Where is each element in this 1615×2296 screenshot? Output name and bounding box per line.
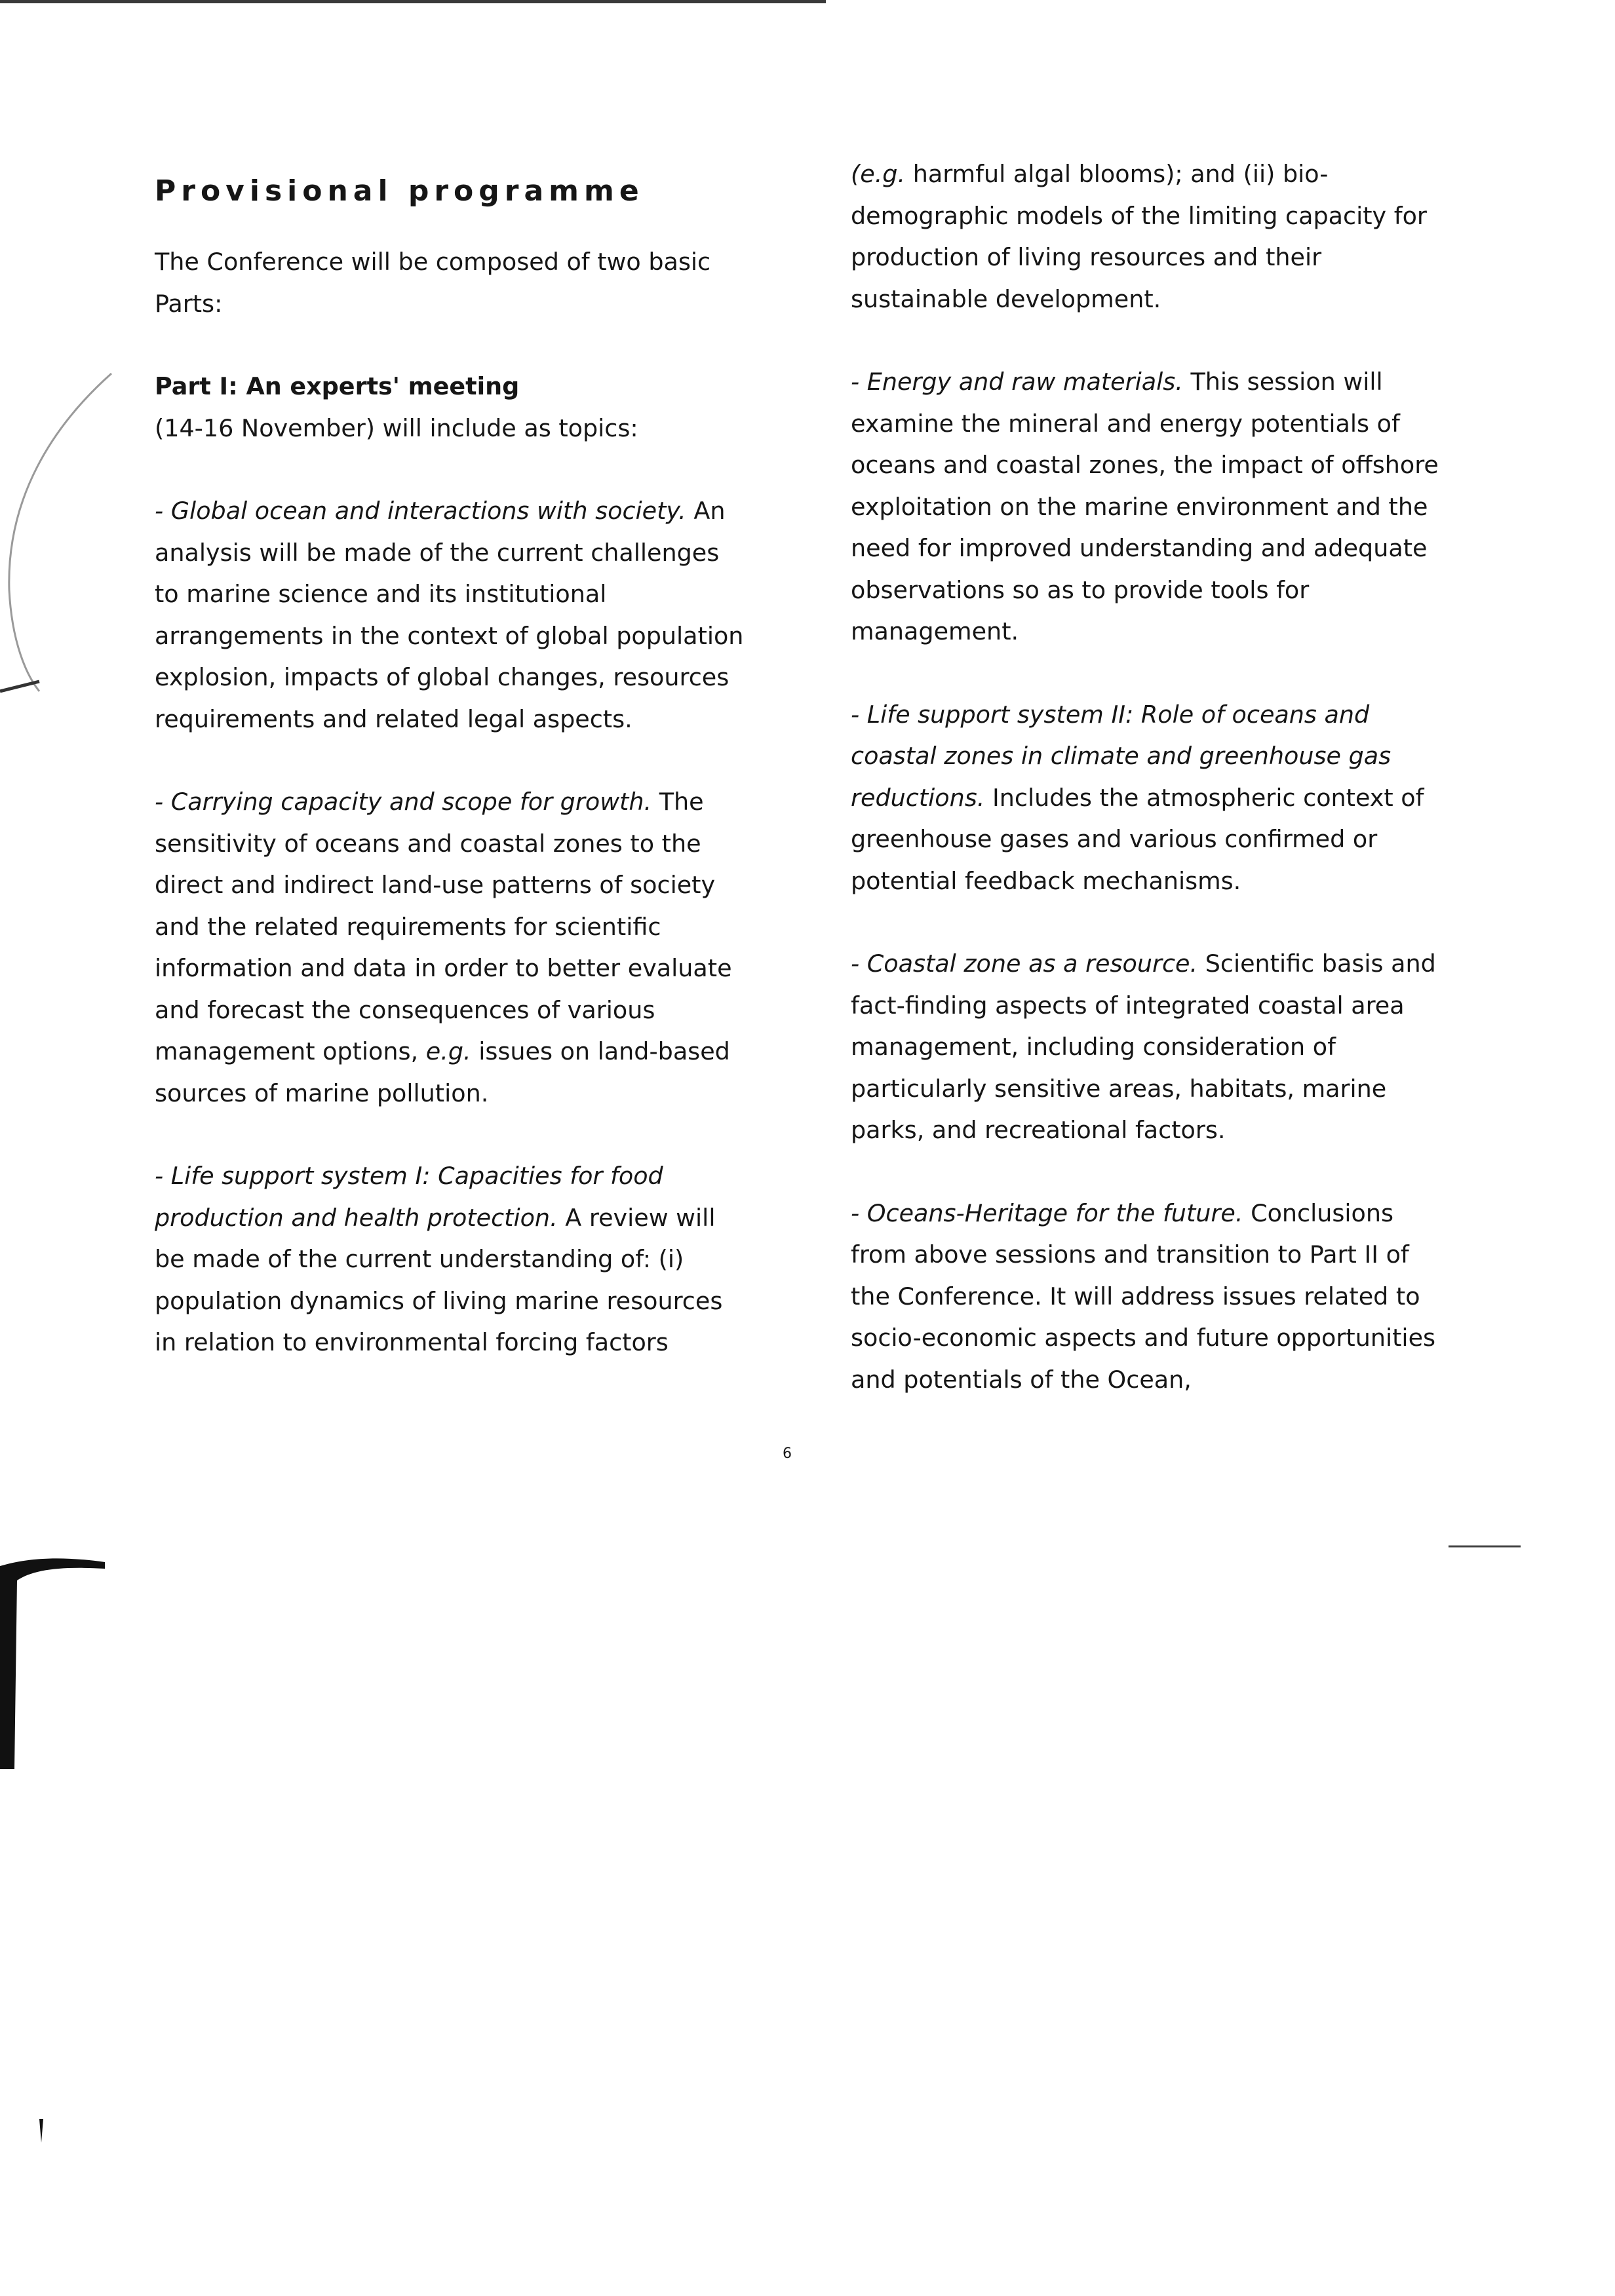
- topic-body-continued: harmful algal blooms); and (ii) bio-demographic models of the limiting capacity for production of living resources and their sustainable development.: [851, 160, 1427, 313]
- topic-body-emphasis: (e.g.: [851, 160, 906, 188]
- topic-title: - Carrying capacity and scope for growth.: [155, 788, 652, 816]
- part1-title: Part I: An experts' meeting: [155, 372, 520, 400]
- topic-global-ocean: [155, 490, 745, 740]
- topic-life-support-1: [155, 1155, 745, 1364]
- topic-body: This session will examine the mineral and energy potentials of oceans and coastal zones, the impact of offshore exploitation on the marine environment and the need for improved understanding and adequate observations so as to provide tools for management.: [851, 368, 1439, 645]
- topic-energy: [851, 361, 1454, 653]
- left-column: [155, 161, 745, 1364]
- topic-title: - Coastal zone as a resource.: [851, 949, 1198, 978]
- topic-oceans-heritage: [851, 1193, 1454, 1401]
- page-heading: Provisional programme: [155, 174, 644, 208]
- binding-clip-mark: [0, 1546, 111, 1769]
- intro-paragraph: The Conference will be composed of two basic Parts:: [155, 248, 711, 318]
- topic-body: An analysis will be made of the current challenges to marine science and its institutional arrangements in the context of global population explosion, impacts of global changes, resources requirements and related legal aspects.: [155, 497, 744, 733]
- topic-title: - Life support system II: Role of oceans and coastal zones in climate and greenhouse gas reductions.: [851, 700, 1391, 812]
- scan-dot-mark: [34, 2116, 47, 2149]
- topic-title: - Energy and raw materials.: [851, 368, 1183, 396]
- topic-title: - Life support system I: Capacities for food production and health protection.: [155, 1162, 663, 1232]
- topic-body: Includes the atmospheric context of greenhouse gases and various confirmed or potential feedback mechanisms.: [851, 783, 1424, 895]
- scan-arc-mark: [0, 367, 118, 695]
- topic-body: Scientific basis and fact-finding aspects of integrated coastal area management, including consideration of particularly sensitive areas, habitats, marine parks, and recreational factors.: [851, 949, 1436, 1144]
- part1-dates: (14-16 November) will include as topics:: [155, 413, 638, 442]
- topic-body: Conclusions from above sessions and transition to Part II of the Conference. It will address issues related to socio-economic aspects and future opportunities and potentials of the Ocean,: [851, 1198, 1436, 1394]
- topic-carrying-capacity: [155, 781, 745, 1114]
- page-number: 6: [783, 1445, 792, 1462]
- topic-life-support-2: [851, 694, 1454, 902]
- scan-line-mark: [1449, 1540, 1527, 1553]
- scan-top-edge: [0, 0, 826, 3]
- topic-body-emphasis: e.g.: [425, 1037, 471, 1065]
- topic-body: The sensitivity of oceans and coastal zones to the direct and indirect land-use patterns of society and the related requirements for scientific information and data in order to better evaluate and forecast the consequences of various management options,: [155, 788, 732, 1065]
- topic-life-support-1-continued: [851, 153, 1454, 320]
- topic-body: A review will be made of the current understanding of: (i) population dynamics of living marine resources in relation to environmental forcing factors: [155, 1203, 723, 1356]
- right-column: [851, 153, 1454, 1400]
- topic-coastal-zone: [851, 943, 1454, 1151]
- topic-body-end: issues on land-based sources of marine pollution.: [155, 1037, 730, 1107]
- topic-title: - Global ocean and interactions with society.: [155, 497, 686, 525]
- topic-title: - Oceans-Heritage for the future.: [851, 1198, 1243, 1227]
